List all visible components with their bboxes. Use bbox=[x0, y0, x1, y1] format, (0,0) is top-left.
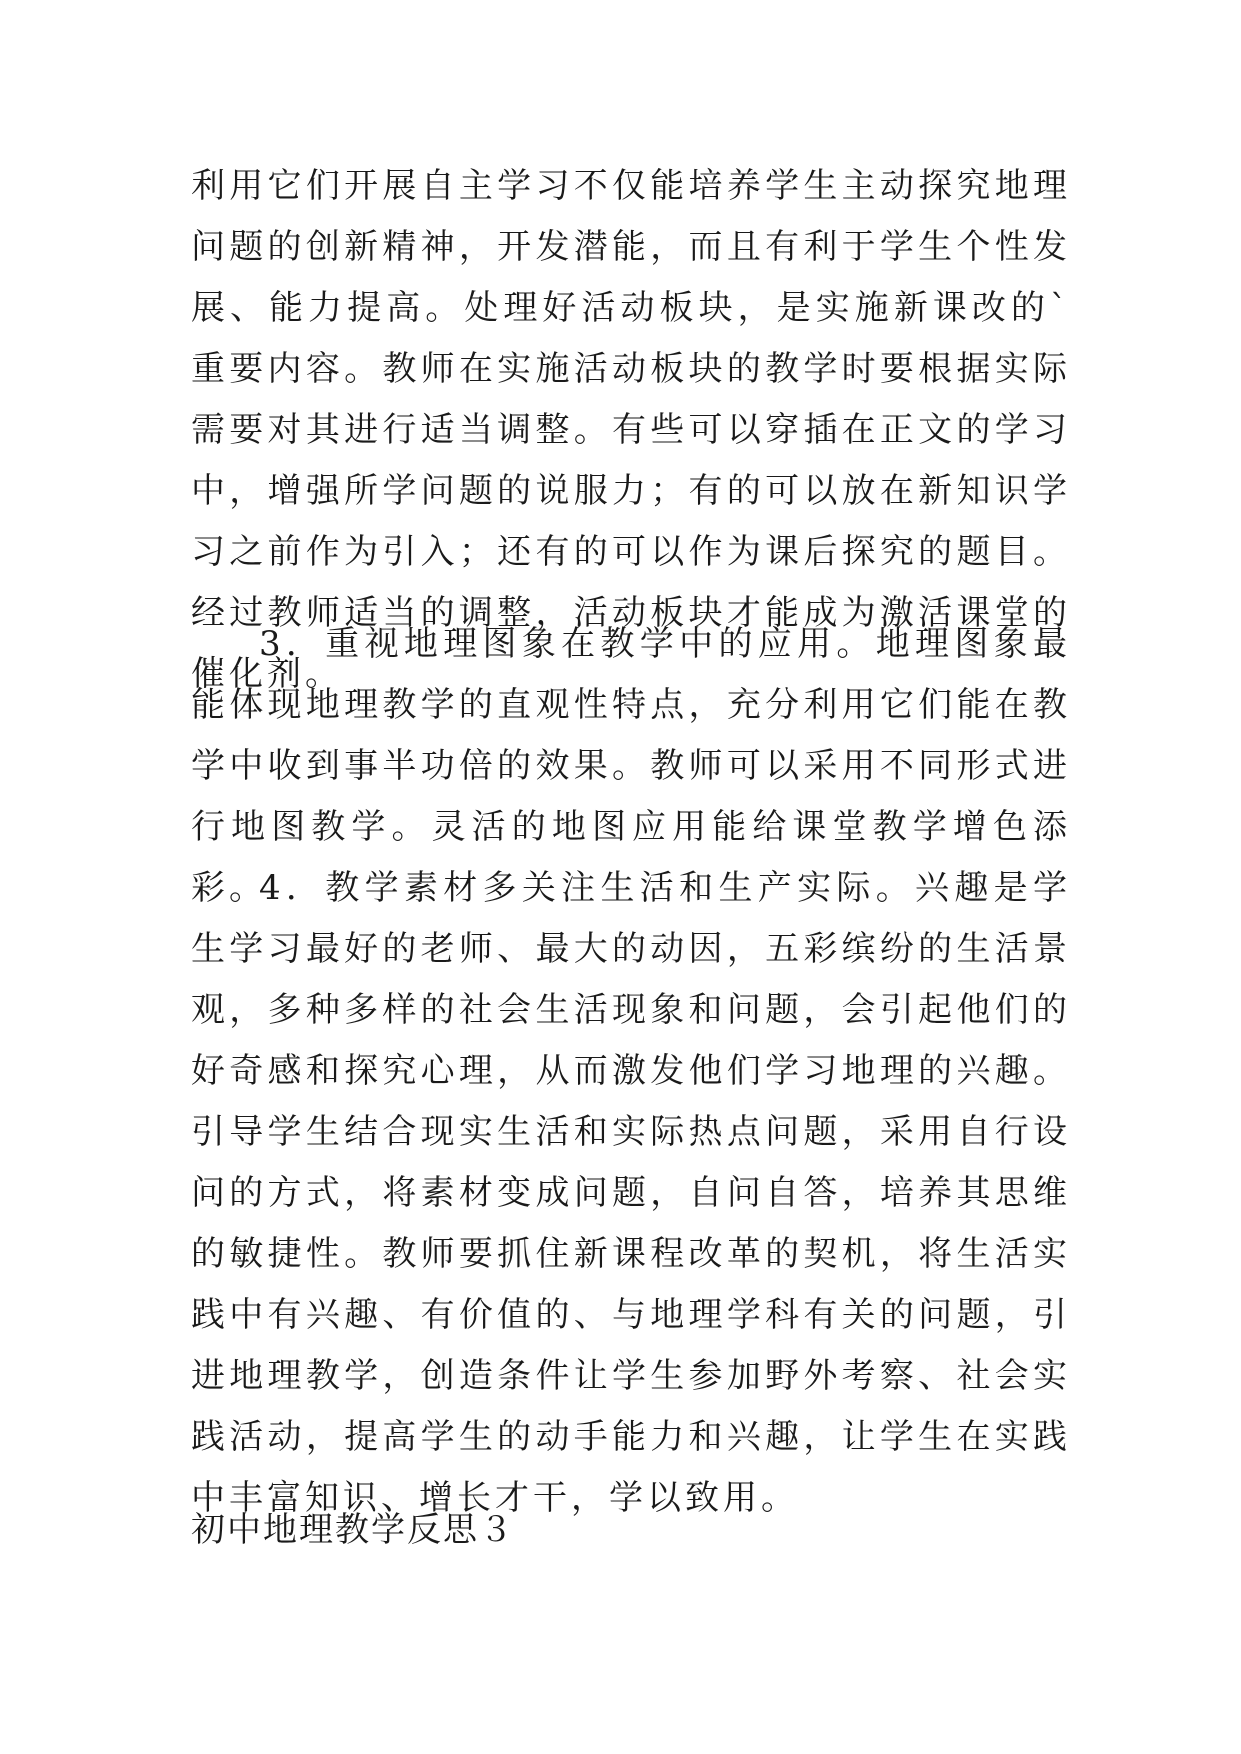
paragraph-geographic-images: 3．重视地理图象在教学中的应用。地理图象最能体现地理教学的直观性特点，充分利用它们能在教学中收到事半功倍的效果。教师可以采用不同形式进行地图教学。灵活的地图应用能给课堂教学增色添彩。 bbox=[191, 624, 1071, 908]
paragraph-life-materials: 4．教学素材多关注生活和生产实际。兴趣是学生学习最好的老师、最大的动因，五彩缤纷的生活景观，多种多样的社会生活现象和问题，会引起他们的好奇感和探究心理，从而激发他们学习地理的兴趣。引导学生结合现实生活和实际热点问题，采用自行设问的方式，将素材变成问题，自问自答，培养其思维的敏捷性。教师要抓住新课程改革的契机，将生活实践中有兴趣、有价值的、与地理学科有关的问题，引进地理教学，创造条件让学生参加野外考察、社会实践活动，提高学生的动手能力和兴趣，让学生在实践中丰富知识、增长才干，学以致用。 bbox=[191, 868, 1071, 1518]
paragraph-activity-blocks: 利用它们开展自主学习不仅能培养学生主动探究地理问题的创新精神，开发潜能，而且有利于学生个性发展、能力提高。处理好活动板块，是实施新课改的`重要内容。教师在实施活动板块的教学时要根据实际需要对其进行适当调整。有些可以穿插在正文的学习中，增强所学问题的说服力；有的可以放在新知识学习之前作为引入；还有的可以作为课后探究的题目。经过教师适当的调整，活动板块才能成为激活课堂的催化剂。 bbox=[191, 166, 1071, 694]
section-heading: 初中地理教学反思３ bbox=[191, 1510, 515, 1550]
